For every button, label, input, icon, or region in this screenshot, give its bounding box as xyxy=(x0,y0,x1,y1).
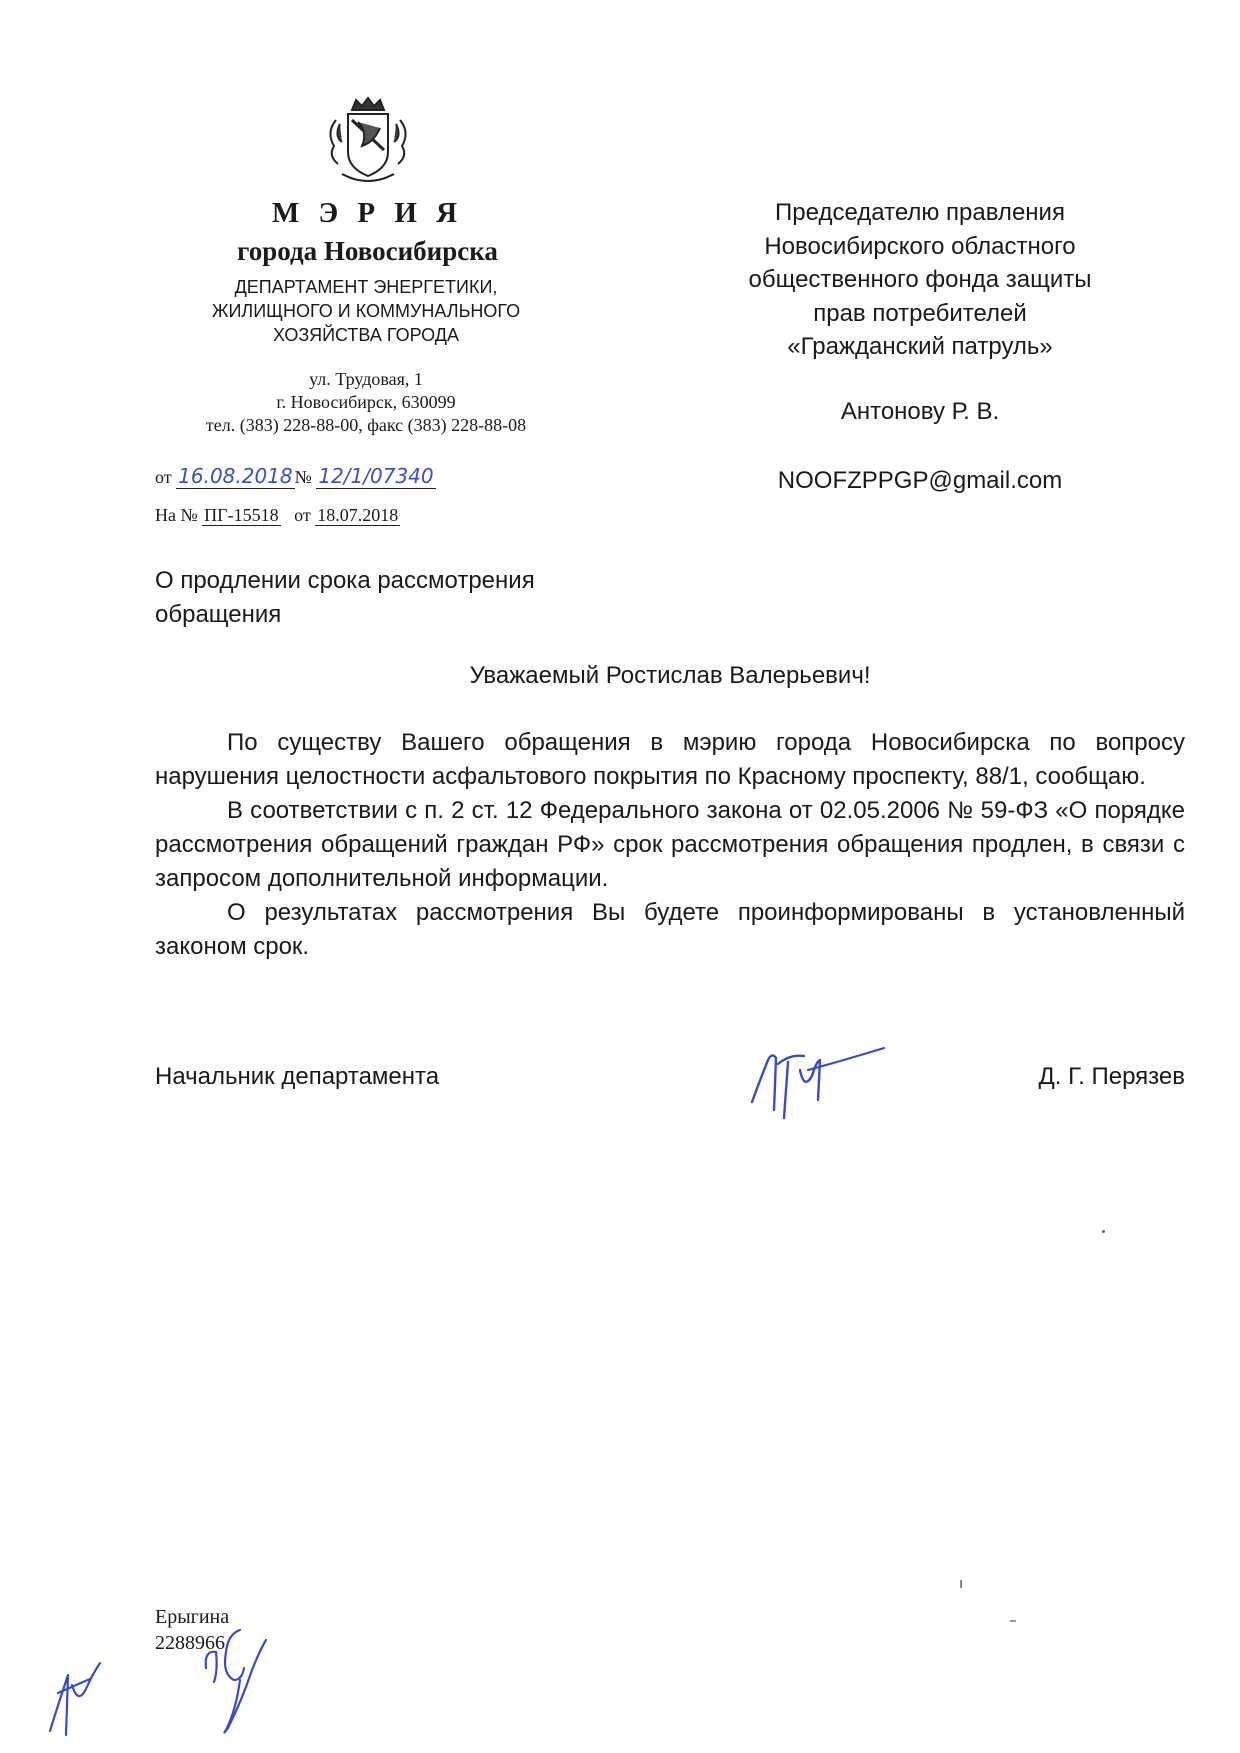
number-prefix: № xyxy=(294,467,312,487)
recipient-block xyxy=(700,196,1140,364)
scan-speck xyxy=(960,1580,962,1588)
from-prefix: от xyxy=(155,467,172,487)
recipient-email: NOOFZPPGP@gmail.com xyxy=(777,467,1063,494)
signatory-name: Д. Г. Перязев xyxy=(1038,1063,1185,1090)
subject-line: обращения xyxy=(155,600,282,628)
body-paragraph: О результатах рассмотрения Вы будете проинформированы в установленный законом срок. xyxy=(155,899,1185,960)
outgoing-date: 16.08.2018 xyxy=(178,464,293,488)
in-reply-date-prefix: от xyxy=(294,505,311,525)
in-reply-prefix: На № xyxy=(155,505,198,525)
handwritten-signature xyxy=(738,1040,888,1130)
in-reply-number: ПГ-15518 xyxy=(204,505,279,525)
department-line: ДЕПАРТАМЕНТ ЭНЕРГЕТИКИ, xyxy=(234,277,498,297)
body-paragraph: По существу Вашего обращения в мэрию города Новосибирска по вопросу нарушения целостности асфальтового покрытия по Красному проспекту, 88/1, сообщаю. xyxy=(155,729,1185,790)
city-emblem-icon xyxy=(322,92,414,190)
recipient-line: Новосибирского областного xyxy=(764,232,1076,260)
org-city: города Новосибирска xyxy=(237,236,498,266)
recipient-line: Председателю правления xyxy=(775,199,1065,226)
handwritten-approval-mark xyxy=(190,1610,280,1740)
recipient-line: общественного фонда защиты xyxy=(748,266,1092,293)
outgoing-reference xyxy=(155,464,436,488)
department-name xyxy=(150,275,582,347)
recipient-name: Антонову Р. В. xyxy=(840,398,1000,425)
address-line: тел. (383) 228-88-00, факс (383) 228-88-08 xyxy=(205,415,527,435)
scan-speck xyxy=(1010,1620,1016,1622)
department-line: ЖИЛИЩНОГО И КОММУНАЛЬНОГО xyxy=(211,301,521,321)
address-line: ул. Трудовая, 1 xyxy=(309,369,423,389)
handwritten-initials xyxy=(28,1645,118,1745)
incoming-reference xyxy=(155,505,400,526)
subject xyxy=(155,564,615,631)
org-title: М Э Р И Я xyxy=(271,197,464,229)
in-reply-date: 18.07.2018 xyxy=(317,505,399,525)
department-line: ХОЗЯЙСТВА ГОРОДА xyxy=(273,325,459,345)
address-block xyxy=(150,368,582,437)
recipient-line: «Гражданский патруль» xyxy=(787,333,1053,360)
executor-name: Ерыгина xyxy=(155,1606,230,1628)
address-line: г. Новосибирск, 630099 xyxy=(276,392,456,412)
executor-phone: 2288966 xyxy=(155,1632,225,1654)
scan-speck xyxy=(1102,1230,1105,1233)
outgoing-number: 12/1/07340 xyxy=(318,464,434,488)
greeting: Уважаемый Ростислав Валерьевич! xyxy=(469,662,871,689)
subject-line: О продлении срока рассмотрения xyxy=(155,567,535,594)
recipient-line: прав потребителей xyxy=(813,299,1027,327)
signatory-position: Начальник департамента xyxy=(155,1063,440,1090)
body-paragraph: В соответствии с п. 2 ст. 12 Федерального закона от 02.05.2006 № 59-ФЗ «О порядке рассмотрения обращений граждан РФ» срок рассмотрения обращения продлен, в связи с запросом дополнительной информации. xyxy=(155,797,1185,892)
letter-body xyxy=(155,726,1185,964)
